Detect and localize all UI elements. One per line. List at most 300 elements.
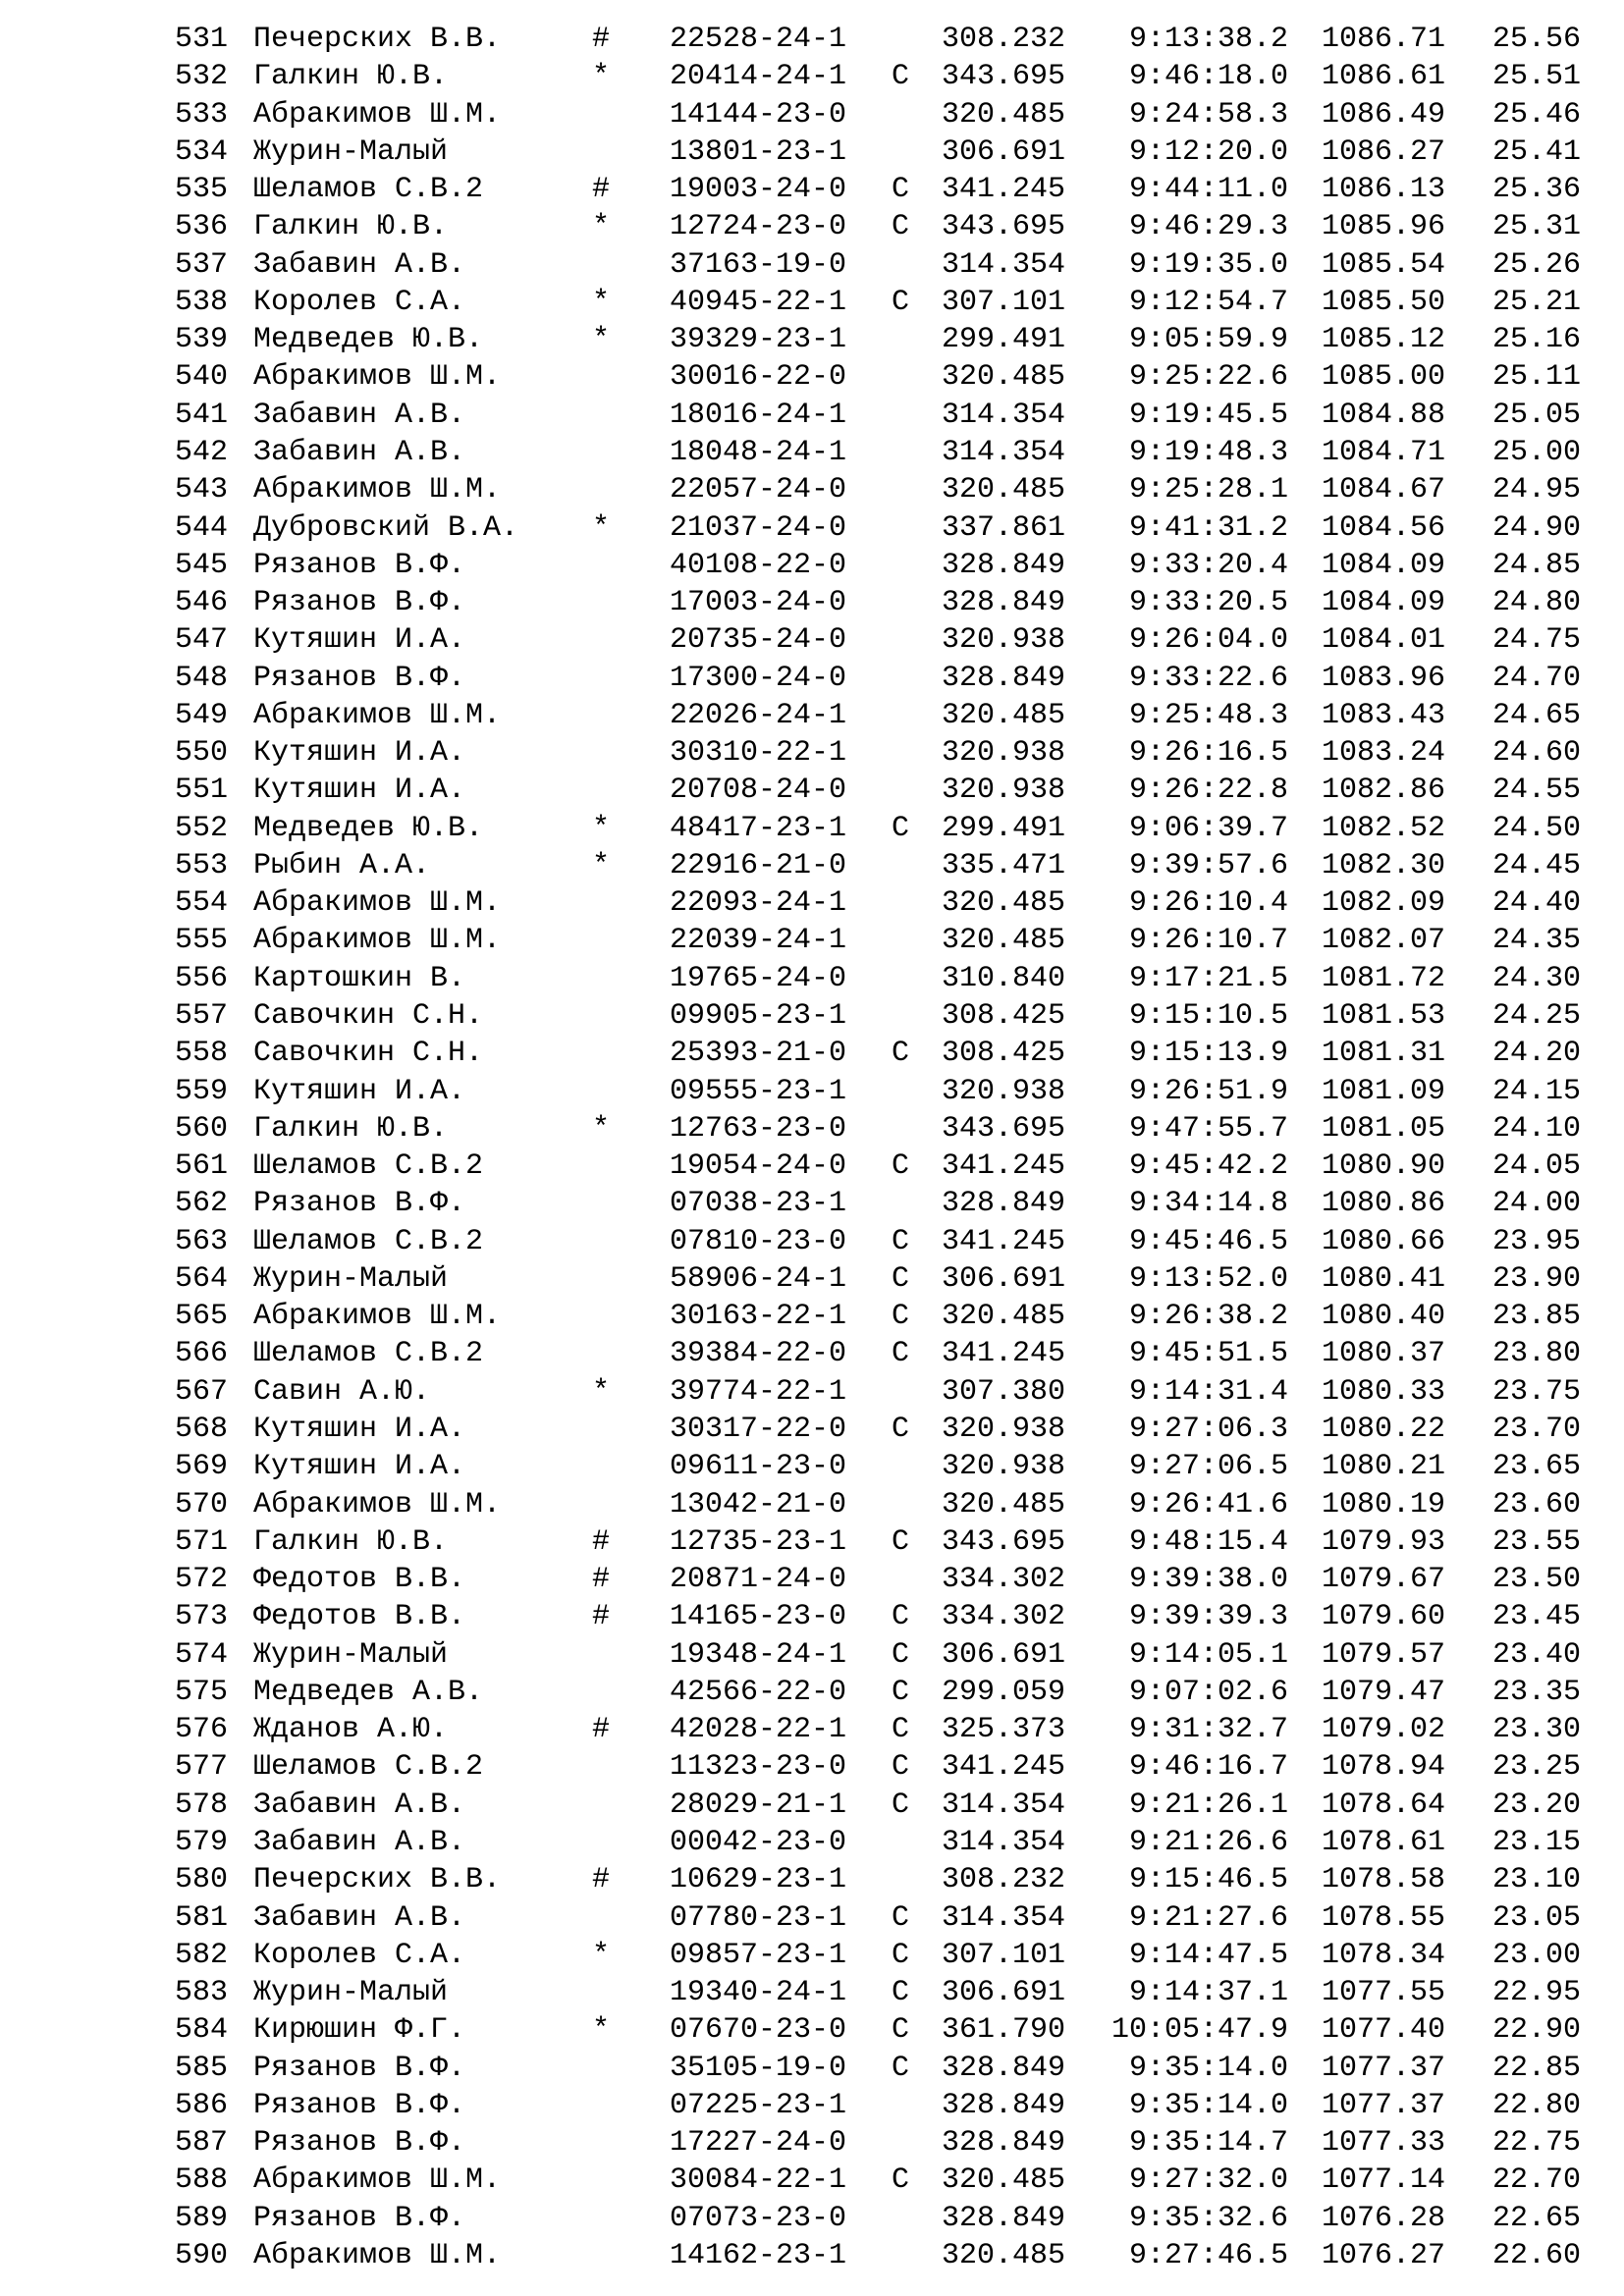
- distance: 343.695: [941, 60, 1065, 94]
- flag-letter: С: [892, 1600, 910, 1634]
- ring-number: 25393-21-0: [670, 1037, 847, 1071]
- arrival-time: 9:46:18.0: [1128, 60, 1288, 94]
- owner-name: Рязанов В.Ф.: [253, 2051, 466, 2085]
- ring-number: 13801-23-1: [670, 134, 847, 169]
- row-number: 571: [175, 1524, 229, 1559]
- speed: 1081.05: [1321, 1111, 1445, 1146]
- row-number: 568: [175, 1412, 229, 1446]
- table-row: [0, 1824, 1624, 1861]
- ring-number: 19765-24-0: [670, 961, 847, 995]
- row-number: 544: [175, 510, 229, 545]
- arrival-time: 9:15:46.5: [1128, 1863, 1288, 1897]
- ring-number: 07225-23-1: [670, 2088, 847, 2122]
- points: 23.15: [1491, 1825, 1581, 1859]
- distance: 334.302: [941, 1600, 1065, 1634]
- ring-number: 22039-24-1: [670, 924, 847, 958]
- points: 23.45: [1491, 1600, 1581, 1634]
- ring-number: 10629-23-1: [670, 1863, 847, 1897]
- row-number: 579: [175, 1825, 229, 1859]
- row-number: 575: [175, 1675, 229, 1709]
- points: 22.75: [1491, 2126, 1581, 2161]
- distance: 310.840: [941, 961, 1065, 995]
- arrival-time: 9:26:38.2: [1128, 1300, 1288, 1334]
- arrival-time: 9:14:37.1: [1128, 1976, 1288, 2010]
- distance: 341.245: [941, 173, 1065, 207]
- mark-symbol: #: [592, 23, 611, 56]
- points: 23.40: [1491, 1637, 1581, 1672]
- arrival-time: 9:27:32.0: [1128, 2163, 1288, 2198]
- ring-number: 20871-24-0: [670, 1563, 847, 1597]
- ring-number: 18048-24-1: [670, 435, 847, 469]
- ring-number: 37163-19-0: [670, 247, 847, 282]
- table-row: [0, 1937, 1624, 1974]
- speed: 1080.21: [1321, 1450, 1445, 1484]
- speed: 1086.71: [1321, 23, 1445, 56]
- owner-name: Галкин Ю.В.: [253, 60, 449, 94]
- ring-number: 35105-19-0: [670, 2051, 847, 2085]
- arrival-time: 9:26:41.6: [1128, 1487, 1288, 1522]
- owner-name: Рязанов В.Ф.: [253, 1187, 466, 1221]
- points: 24.20: [1491, 1037, 1581, 1071]
- table-row: [0, 246, 1624, 284]
- row-number: 542: [175, 435, 229, 469]
- table-row: [0, 1636, 1624, 1674]
- mark-symbol: #: [592, 1563, 611, 1597]
- arrival-time: 9:21:26.6: [1128, 1825, 1288, 1859]
- points: 23.10: [1491, 1863, 1581, 1897]
- arrival-time: 9:35:14.0: [1128, 2051, 1288, 2085]
- ring-number: 22026-24-1: [670, 698, 847, 732]
- points: 22.80: [1491, 2088, 1581, 2122]
- arrival-time: 9:31:32.7: [1128, 1713, 1288, 1747]
- owner-name: Галкин Ю.В.: [253, 1524, 449, 1559]
- table-row: [0, 284, 1624, 321]
- points: 24.30: [1491, 961, 1581, 995]
- points: 23.60: [1491, 1487, 1581, 1522]
- ring-number: 40108-22-0: [670, 548, 847, 582]
- speed: 1079.57: [1321, 1637, 1445, 1672]
- arrival-time: 9:27:46.5: [1128, 2238, 1288, 2272]
- table-row: [0, 434, 1624, 471]
- owner-name: Абракимов Ш.М.: [253, 473, 502, 507]
- row-number: 578: [175, 1788, 229, 1822]
- row-number: 562: [175, 1187, 229, 1221]
- table-row: [0, 1674, 1624, 1711]
- mark-symbol: *: [592, 811, 611, 845]
- ring-number: 22916-21-0: [670, 848, 847, 882]
- row-number: 576: [175, 1713, 229, 1747]
- speed: 1076.27: [1321, 2238, 1445, 2272]
- speed: 1084.09: [1321, 548, 1445, 582]
- distance: 307.380: [941, 1374, 1065, 1409]
- row-number: 552: [175, 811, 229, 845]
- ring-number: 14165-23-0: [670, 1600, 847, 1634]
- points: 24.85: [1491, 548, 1581, 582]
- ring-number: 42028-22-1: [670, 1713, 847, 1747]
- speed: 1080.90: [1321, 1149, 1445, 1184]
- arrival-time: 9:46:16.7: [1128, 1750, 1288, 1785]
- speed: 1078.58: [1321, 1863, 1445, 1897]
- mark-symbol: *: [592, 285, 611, 319]
- ring-number: 30084-22-1: [670, 2163, 847, 2198]
- distance: 307.101: [941, 1938, 1065, 1972]
- ring-number: 09611-23-0: [670, 1450, 847, 1484]
- ring-number: 20708-24-0: [670, 774, 847, 808]
- owner-name: Савочкин С.Н.: [253, 999, 484, 1034]
- owner-name: Журин-Малый: [253, 1637, 449, 1672]
- distance: 320.485: [941, 2163, 1065, 2198]
- arrival-time: 9:33:20.4: [1128, 548, 1288, 582]
- ring-number: 07038-23-1: [670, 1187, 847, 1221]
- flag-letter: С: [892, 210, 910, 244]
- distance: 320.485: [941, 1300, 1065, 1334]
- arrival-time: 9:25:22.6: [1128, 360, 1288, 395]
- row-number: 537: [175, 247, 229, 282]
- points: 24.80: [1491, 586, 1581, 620]
- flag-letter: С: [892, 1900, 910, 1935]
- speed: 1084.09: [1321, 586, 1445, 620]
- ring-number: 07810-23-0: [670, 1224, 847, 1258]
- ring-number: 39384-22-0: [670, 1337, 847, 1371]
- distance: 320.485: [941, 97, 1065, 132]
- speed: 1085.00: [1321, 360, 1445, 395]
- speed: 1080.22: [1321, 1412, 1445, 1446]
- ring-number: 22057-24-0: [670, 473, 847, 507]
- table-row: [0, 1748, 1624, 1786]
- row-number: 557: [175, 999, 229, 1034]
- points: 22.60: [1491, 2238, 1581, 2272]
- table-row: [0, 1148, 1624, 1185]
- points: 23.80: [1491, 1337, 1581, 1371]
- row-number: 534: [175, 134, 229, 169]
- points: 23.35: [1491, 1675, 1581, 1709]
- flag-letter: С: [892, 1300, 910, 1334]
- speed: 1080.37: [1321, 1337, 1445, 1371]
- points: 24.65: [1491, 698, 1581, 732]
- table-row: [0, 621, 1624, 659]
- table-row: [0, 96, 1624, 133]
- mark-symbol: #: [592, 173, 611, 207]
- distance: 334.302: [941, 1563, 1065, 1597]
- distance: 341.245: [941, 1149, 1065, 1184]
- distance: 307.101: [941, 285, 1065, 319]
- table-row: [0, 1899, 1624, 1937]
- speed: 1080.19: [1321, 1487, 1445, 1522]
- speed: 1079.60: [1321, 1600, 1445, 1634]
- row-number: 535: [175, 173, 229, 207]
- mark-symbol: *: [592, 210, 611, 244]
- arrival-time: 9:19:48.3: [1128, 435, 1288, 469]
- arrival-time: 9:13:38.2: [1128, 23, 1288, 56]
- speed: 1083.96: [1321, 661, 1445, 695]
- table-row: [0, 1974, 1624, 2011]
- points: 25.11: [1491, 360, 1581, 395]
- table-row: [0, 960, 1624, 997]
- owner-name: Рязанов В.Ф.: [253, 661, 466, 695]
- flag-letter: С: [892, 1524, 910, 1559]
- points: 25.51: [1491, 60, 1581, 94]
- points: 24.70: [1491, 661, 1581, 695]
- owner-name: Кутяшин И.А.: [253, 1412, 466, 1446]
- row-number: 587: [175, 2126, 229, 2161]
- table-row: [0, 884, 1624, 922]
- mark-symbol: *: [592, 1938, 611, 1972]
- distance: 314.354: [941, 1825, 1065, 1859]
- points: 24.35: [1491, 924, 1581, 958]
- row-number: 532: [175, 60, 229, 94]
- distance: 320.485: [941, 360, 1065, 395]
- owner-name: Абракимов Ш.М.: [253, 1487, 502, 1522]
- speed: 1080.66: [1321, 1224, 1445, 1258]
- points: 25.26: [1491, 247, 1581, 282]
- table-row: [0, 1448, 1624, 1485]
- points: 22.90: [1491, 2013, 1581, 2048]
- arrival-time: 9:14:31.4: [1128, 1374, 1288, 1409]
- distance: 320.938: [941, 1074, 1065, 1108]
- speed: 1077.37: [1321, 2088, 1445, 2122]
- flag-letter: С: [892, 1261, 910, 1296]
- owner-name: Рыбин А.А.: [253, 848, 431, 882]
- arrival-time: 9:41:31.2: [1128, 510, 1288, 545]
- table-row: [0, 2011, 1624, 2049]
- owner-name: Медведев Ю.В.: [253, 811, 484, 845]
- ring-number: 39329-23-1: [670, 323, 847, 357]
- ring-number: 19003-24-0: [670, 173, 847, 207]
- ring-number: 30016-22-0: [670, 360, 847, 395]
- row-number: 563: [175, 1224, 229, 1258]
- points: 23.95: [1491, 1224, 1581, 1258]
- mark-symbol: *: [592, 510, 611, 545]
- row-number: 584: [175, 2013, 229, 2048]
- points: 23.75: [1491, 1374, 1581, 1409]
- points: 25.56: [1491, 23, 1581, 56]
- arrival-time: 9:33:20.5: [1128, 586, 1288, 620]
- distance: 341.245: [941, 1224, 1065, 1258]
- ring-number: 13042-21-0: [670, 1487, 847, 1522]
- points: 25.41: [1491, 134, 1581, 169]
- row-number: 549: [175, 698, 229, 732]
- table-row: [0, 1486, 1624, 1523]
- flag-letter: С: [892, 173, 910, 207]
- ring-number: 11323-23-0: [670, 1750, 847, 1785]
- owner-name: Абракимов Ш.М.: [253, 886, 502, 921]
- distance: 325.373: [941, 1713, 1065, 1747]
- row-number: 573: [175, 1600, 229, 1634]
- distance: 306.691: [941, 1637, 1065, 1672]
- row-number: 545: [175, 548, 229, 582]
- speed: 1082.30: [1321, 848, 1445, 882]
- speed: 1080.86: [1321, 1187, 1445, 1221]
- distance: 341.245: [941, 1337, 1065, 1371]
- ring-number: 09857-23-1: [670, 1938, 847, 1972]
- owner-name: Рязанов В.Ф.: [253, 2088, 466, 2122]
- speed: 1082.09: [1321, 886, 1445, 921]
- owner-name: Кутяшин И.А.: [253, 1450, 466, 1484]
- speed: 1086.61: [1321, 60, 1445, 94]
- distance: 328.849: [941, 2088, 1065, 2122]
- points: 24.75: [1491, 623, 1581, 658]
- mark-symbol: *: [592, 2013, 611, 2048]
- distance: 299.491: [941, 811, 1065, 845]
- ring-number: 42566-22-0: [670, 1675, 847, 1709]
- owner-name: Абракимов Ш.М.: [253, 2238, 502, 2272]
- row-number: 553: [175, 848, 229, 882]
- owner-name: Журин-Малый: [253, 1261, 449, 1296]
- row-number: 559: [175, 1074, 229, 1108]
- distance: 328.849: [941, 2126, 1065, 2161]
- points: 24.15: [1491, 1074, 1581, 1108]
- arrival-time: 9:33:22.6: [1128, 661, 1288, 695]
- table-row: [0, 547, 1624, 584]
- owner-name: Забавин А.В.: [253, 398, 466, 432]
- arrival-time: 9:48:15.4: [1128, 1524, 1288, 1559]
- row-number: 586: [175, 2088, 229, 2122]
- points: 25.31: [1491, 210, 1581, 244]
- distance: 306.691: [941, 1976, 1065, 2010]
- ring-number: 20735-24-0: [670, 623, 847, 658]
- arrival-time: 9:26:04.0: [1128, 623, 1288, 658]
- distance: 320.485: [941, 886, 1065, 921]
- arrival-time: 9:26:16.5: [1128, 736, 1288, 771]
- mark-symbol: #: [592, 1713, 611, 1747]
- distance: 320.938: [941, 774, 1065, 808]
- flag-letter: С: [892, 1976, 910, 2010]
- speed: 1086.27: [1321, 134, 1445, 169]
- distance: 308.232: [941, 1863, 1065, 1897]
- mark-symbol: *: [592, 60, 611, 94]
- ring-number: 07670-23-0: [670, 2013, 847, 2048]
- distance: 328.849: [941, 2201, 1065, 2235]
- arrival-time: 9:39:39.3: [1128, 1600, 1288, 1634]
- table-row: [0, 1561, 1624, 1598]
- distance: 314.354: [941, 1788, 1065, 1822]
- speed: 1079.47: [1321, 1675, 1445, 1709]
- ring-number: 48417-23-1: [670, 811, 847, 845]
- ring-number: 30317-22-0: [670, 1412, 847, 1446]
- owner-name: Журин-Малый: [253, 1976, 449, 2010]
- row-number: 561: [175, 1149, 229, 1184]
- flag-letter: С: [892, 1224, 910, 1258]
- speed: 1077.40: [1321, 2013, 1445, 2048]
- points: 24.95: [1491, 473, 1581, 507]
- distance: 361.790: [941, 2013, 1065, 2048]
- ring-number: 19054-24-0: [670, 1149, 847, 1184]
- distance: 341.245: [941, 1750, 1065, 1785]
- arrival-time: 9:35:14.7: [1128, 2126, 1288, 2161]
- row-number: 569: [175, 1450, 229, 1484]
- owner-name: Кирюшин Ф.Г.: [253, 2013, 466, 2048]
- flag-letter: С: [892, 60, 910, 94]
- distance: 320.485: [941, 698, 1065, 732]
- row-number: 582: [175, 1938, 229, 1972]
- arrival-time: 10:05:47.9: [1110, 2013, 1288, 2048]
- arrival-time: 9:15:10.5: [1128, 999, 1288, 1034]
- points: 23.70: [1491, 1412, 1581, 1446]
- table-row: [0, 1711, 1624, 1748]
- row-number: 551: [175, 774, 229, 808]
- arrival-time: 9:27:06.5: [1128, 1450, 1288, 1484]
- owner-name: Рязанов В.Ф.: [253, 2126, 466, 2161]
- speed: 1084.71: [1321, 435, 1445, 469]
- points: 23.50: [1491, 1563, 1581, 1597]
- row-number: 585: [175, 2051, 229, 2085]
- speed: 1085.54: [1321, 247, 1445, 282]
- table-row: [0, 734, 1624, 772]
- mark-symbol: #: [592, 1524, 611, 1559]
- points: 24.05: [1491, 1149, 1581, 1184]
- speed: 1082.07: [1321, 924, 1445, 958]
- table-row: [0, 133, 1624, 171]
- arrival-time: 9:17:21.5: [1128, 961, 1288, 995]
- ring-number: 07780-23-1: [670, 1900, 847, 1935]
- row-number: 581: [175, 1900, 229, 1935]
- owner-name: Забавин А.В.: [253, 1825, 466, 1859]
- mark-symbol: *: [592, 848, 611, 882]
- owner-name: Печерских В.В.: [253, 1863, 502, 1897]
- row-number: 572: [175, 1563, 229, 1597]
- table-row: [0, 1411, 1624, 1448]
- table-row: [0, 171, 1624, 208]
- row-number: 588: [175, 2163, 229, 2198]
- distance: 335.471: [941, 848, 1065, 882]
- mark-symbol: #: [592, 1600, 611, 1634]
- table-row: [0, 321, 1624, 358]
- owner-name: Шеламов С.В.2: [253, 173, 484, 207]
- distance: 343.695: [941, 210, 1065, 244]
- ring-number: 14144-23-0: [670, 97, 847, 132]
- speed: 1081.72: [1321, 961, 1445, 995]
- owner-name: Кутяшин И.А.: [253, 623, 466, 658]
- distance: 314.354: [941, 435, 1065, 469]
- flag-letter: С: [892, 1938, 910, 1972]
- table-row: [0, 2087, 1624, 2124]
- speed: 1077.37: [1321, 2051, 1445, 2085]
- table-row: [0, 1035, 1624, 1072]
- speed: 1085.12: [1321, 323, 1445, 357]
- row-number: 567: [175, 1374, 229, 1409]
- speed: 1078.61: [1321, 1825, 1445, 1859]
- owner-name: Дубровский В.А.: [253, 510, 519, 545]
- table-row: [0, 847, 1624, 884]
- speed: 1079.02: [1321, 1713, 1445, 1747]
- distance: 320.938: [941, 623, 1065, 658]
- flag-letter: С: [892, 1788, 910, 1822]
- row-number: 556: [175, 961, 229, 995]
- owner-name: Королев С.А.: [253, 285, 466, 319]
- arrival-time: 9:19:35.0: [1128, 247, 1288, 282]
- ring-number: 22528-24-1: [670, 23, 847, 56]
- row-number: 547: [175, 623, 229, 658]
- speed: 1078.34: [1321, 1938, 1445, 1972]
- distance: 314.354: [941, 247, 1065, 282]
- points: 23.05: [1491, 1900, 1581, 1935]
- arrival-time: 9:45:51.5: [1128, 1337, 1288, 1371]
- distance: 308.425: [941, 1037, 1065, 1071]
- points: 24.00: [1491, 1187, 1581, 1221]
- row-number: 580: [175, 1863, 229, 1897]
- table-row: [0, 1223, 1624, 1260]
- points: 22.70: [1491, 2163, 1581, 2198]
- arrival-time: 9:45:42.2: [1128, 1149, 1288, 1184]
- points: 24.90: [1491, 510, 1581, 545]
- row-number: 531: [175, 23, 229, 56]
- row-number: 555: [175, 924, 229, 958]
- speed: 1079.67: [1321, 1563, 1445, 1597]
- owner-name: Журин-Малый: [253, 134, 449, 169]
- row-number: 550: [175, 736, 229, 771]
- speed: 1077.33: [1321, 2126, 1445, 2161]
- table-row: [0, 2162, 1624, 2199]
